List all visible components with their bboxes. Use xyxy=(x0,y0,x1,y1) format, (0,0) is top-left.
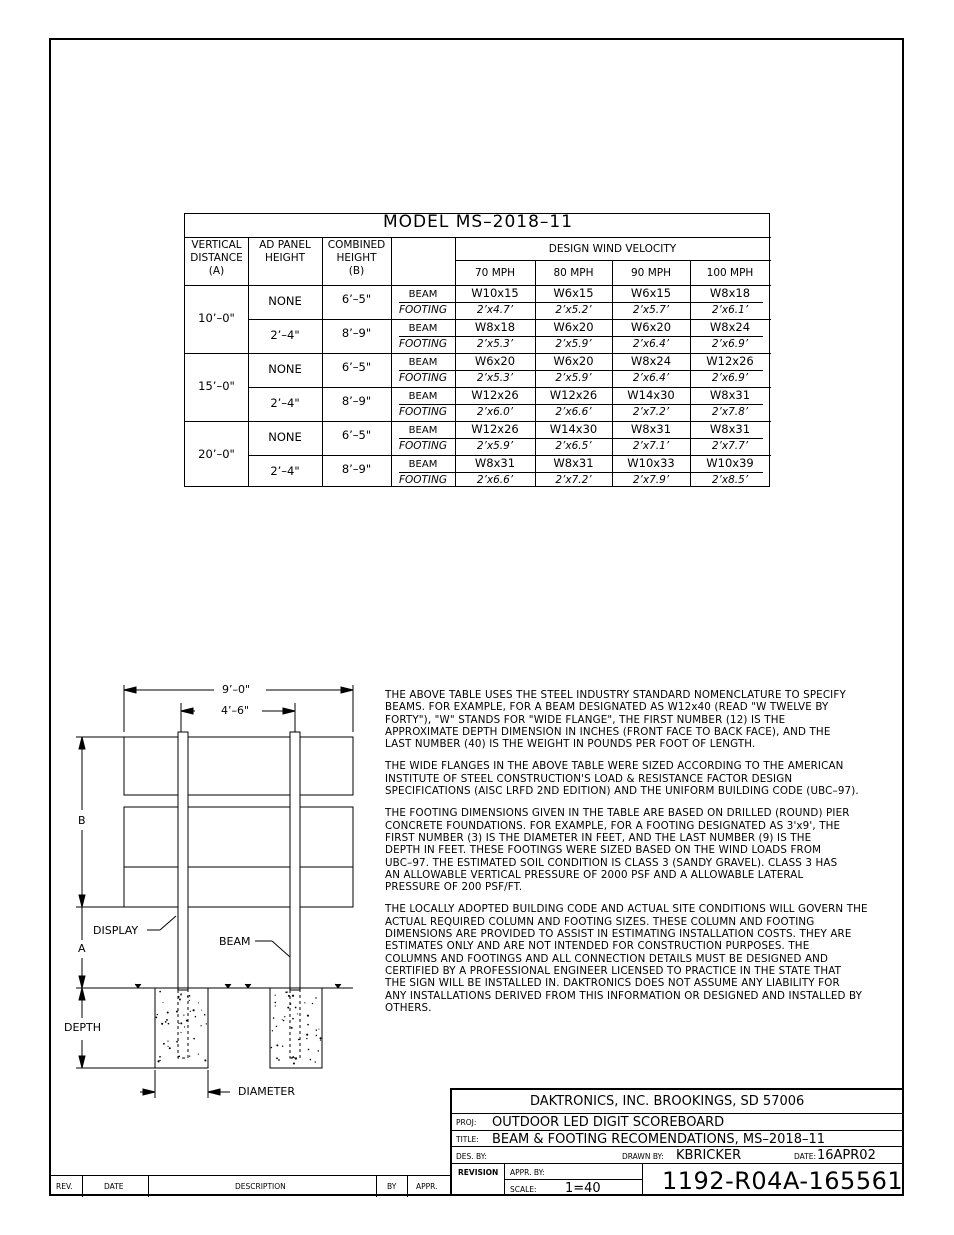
concrete-speckle xyxy=(166,1019,168,1021)
beam-size-cell: W8x24 xyxy=(709,320,751,334)
footing-size-cell: 2’x6.1’ xyxy=(711,304,749,316)
left-footing xyxy=(155,988,208,1068)
combined-height-cell: 8’–9" xyxy=(341,326,372,340)
revision-label: REVISION xyxy=(458,1168,499,1177)
header-design-wind: DESIGN WIND VELOCITY xyxy=(548,243,677,255)
concrete-speckle xyxy=(308,1049,310,1051)
concrete-speckle xyxy=(161,1023,163,1025)
concrete-speckle xyxy=(307,1015,309,1017)
beam-size-cell: W8x31 xyxy=(709,422,751,436)
display-panel xyxy=(124,737,353,795)
beam-size-cell: W8x31 xyxy=(630,422,672,436)
footing-size-cell: 2’x7.7’ xyxy=(711,440,749,452)
concrete-speckle xyxy=(275,1005,276,1006)
concrete-speckle xyxy=(193,1038,195,1040)
concrete-speckle xyxy=(189,1000,190,1001)
footing-size-cell: 2’x6.9’ xyxy=(711,372,749,384)
concrete-speckle xyxy=(157,1060,159,1062)
proj-label: PROJ: xyxy=(456,1118,477,1127)
concrete-speckle xyxy=(177,996,179,998)
footing-label-cell: FOOTING xyxy=(398,440,448,452)
footing-label-cell: FOOTING xyxy=(398,338,448,350)
concrete-speckle xyxy=(292,995,294,997)
concrete-speckle xyxy=(176,1011,178,1013)
header-vertical-distance: VERTICAL DISTANCE (A) xyxy=(190,239,243,277)
note-paragraph: THE ABOVE TABLE USES THE STEEL INDUSTRY STANDARD NOMENCLATURE TO SPECIFY BEAMS. FOR EXAMPLE, FOR A BEAM DESIGNATED AS W12x40 (READ "W TWELVE BY FORTY"), "W" STANDS FOR "WIDE FLANGE", THE FIRST NUMBER (12) IS THE APPROXIMATE DEPTH DIMENSION IN INCHES (FRONT FACE TO BACK FACE), AND THE LAST NUMBER (40) IS THE WEIGHT IN POUNDS PER FOOT OF LENGTH. xyxy=(385,689,846,751)
combined-height-cell: 6’–5" xyxy=(341,360,372,374)
beam-size-cell: W14x30 xyxy=(549,422,598,436)
beam-size-cell: W10x33 xyxy=(627,456,675,470)
concrete-speckle xyxy=(290,1003,292,1005)
ad-panel-cell: 2’–4" xyxy=(270,328,300,342)
footing-size-cell: 2’x6.6’ xyxy=(476,474,514,486)
beam-size-cell: W6x15 xyxy=(553,286,594,300)
drawn-by: KBRICKER xyxy=(676,1148,742,1163)
beam-size-cell: W6x20 xyxy=(553,354,594,368)
ad-panel-cell: 2’–4" xyxy=(270,396,300,410)
concrete-speckle xyxy=(295,1007,297,1009)
concrete-speckle xyxy=(297,1013,298,1014)
by-header: BY xyxy=(387,1182,397,1191)
footing-size-cell: 2’x5.9’ xyxy=(476,440,514,452)
concrete-speckle xyxy=(298,1039,299,1040)
concrete-speckle xyxy=(180,1032,181,1033)
concrete-speckle xyxy=(195,1016,196,1017)
concrete-speckle xyxy=(162,1002,163,1003)
appr-by-label: APPR. BY: xyxy=(510,1168,545,1177)
concrete-speckle xyxy=(278,1059,280,1061)
beam-size-cell: W6x20 xyxy=(630,320,672,334)
concrete-speckle xyxy=(275,995,276,996)
concrete-speckle xyxy=(204,1059,206,1061)
footing-size-cell: 2’x5.9’ xyxy=(555,338,592,350)
footing-label-cell: FOOTING xyxy=(398,474,448,486)
concrete-speckle xyxy=(273,1017,275,1019)
scale-label: SCALE: xyxy=(510,1185,537,1194)
beam-label-cell: BEAM xyxy=(408,425,438,436)
beam-label-cell: BEAM xyxy=(408,357,438,368)
footing-size-cell: 2’x5.2’ xyxy=(555,304,592,316)
concrete-speckle xyxy=(312,1003,313,1004)
footing-size-cell: 2’x6.4’ xyxy=(632,338,670,350)
concrete-speckle xyxy=(163,1043,165,1045)
concrete-speckle xyxy=(159,1060,160,1061)
header-ad-panel: AD PANEL HEIGHT xyxy=(259,239,311,264)
concrete-speckle xyxy=(306,1038,307,1039)
display-label: DISPLAY xyxy=(93,924,139,937)
header-speed: 70 MPH xyxy=(475,267,515,279)
footing-size-cell: 2’x5.3’ xyxy=(476,372,514,384)
concrete-speckle xyxy=(169,1047,171,1049)
concrete-speckle xyxy=(178,1023,179,1024)
beam-size-cell: W8x31 xyxy=(553,456,594,470)
concrete-speckle xyxy=(272,1030,273,1031)
concrete-speckle xyxy=(306,1034,308,1036)
concrete-speckle xyxy=(291,1057,293,1059)
beam-size-cell: W8x31 xyxy=(474,456,516,470)
drawn-by-label: DRAWN BY: xyxy=(622,1152,664,1161)
concrete-speckle xyxy=(176,1041,178,1043)
footing-size-cell: 2’x7.8’ xyxy=(711,406,749,418)
concrete-speckle xyxy=(180,1022,182,1024)
description-header: DESCRIPTION xyxy=(235,1182,286,1191)
combined-height-cell: 8’–9" xyxy=(341,462,372,476)
footing-size-cell: 2’x6.0’ xyxy=(476,406,514,418)
concrete-speckle xyxy=(315,997,316,998)
footing-label-cell: FOOTING xyxy=(398,304,448,316)
beam-size-cell: W6x15 xyxy=(630,286,672,300)
footing-size-cell: 2’x7.2’ xyxy=(632,406,670,418)
footing-size-cell: 2’x6.6’ xyxy=(555,406,592,418)
concrete-speckle xyxy=(187,996,188,997)
concrete-speckle xyxy=(276,1026,277,1027)
concrete-speckle xyxy=(318,1050,319,1051)
concrete-speckle xyxy=(307,1024,309,1026)
beam-size-cell: W8x18 xyxy=(709,286,751,300)
concrete-speckle xyxy=(206,1023,207,1024)
footing-size-cell: 2’x5.3’ xyxy=(476,338,514,350)
concrete-speckle xyxy=(157,1014,158,1015)
notes xyxy=(385,689,905,1024)
concrete-speckle xyxy=(304,1002,305,1003)
header-combined-height: COMBINED HEIGHT (B) xyxy=(327,239,386,277)
concrete-speckle xyxy=(156,1016,158,1018)
concrete-speckle xyxy=(159,1056,161,1058)
a-label: A xyxy=(78,942,86,955)
footing-size-cell: 2’x6.9’ xyxy=(711,338,749,350)
note-paragraph: THE FOOTING DIMENSIONS GIVEN IN THE TABLE ARE BASED ON DRILLED (ROUND) PIER CONCRETE FOUNDATIONS. FOR EXAMPLE, FOR A FOOTING DESIGNATED AS 3'x9', THE FIRST NUMBER (3) IS THE DIAMETER IN FEET, AND THE LAST NUMBER (9) IS THE DEPTH IN FEET. THESE FOOTINGS WERE SIZED BASED ON THE WIND LOADS FROM UBC–97. THE ESTIMATED SOIL CONDITION IS CLASS 3 (SANDY GRAVEL). CLASS 3 HAS AN ALLOWABLE VERTICAL PRESSURE OF 2000 PSF AND A ALLOWABLE LATERAL PRESSURE OF 200 PSF/FT. xyxy=(385,807,850,894)
concrete-speckle xyxy=(320,1039,321,1040)
beam-label-cell: BEAM xyxy=(408,391,438,402)
concrete-speckle xyxy=(292,1018,294,1020)
concrete-speckle xyxy=(291,1027,293,1029)
concrete-speckle xyxy=(189,995,191,997)
concrete-speckle xyxy=(283,1020,285,1022)
concrete-speckle xyxy=(276,1044,278,1046)
beam-size-cell: W6x20 xyxy=(553,320,594,334)
ad-panel-cell: 2’–4" xyxy=(270,464,300,478)
concrete-speckle xyxy=(287,992,288,993)
concrete-speckle xyxy=(287,1007,289,1009)
concrete-speckle xyxy=(282,1046,283,1047)
concrete-speckle xyxy=(168,1023,170,1025)
concrete-speckle xyxy=(310,1059,312,1061)
concrete-speckle xyxy=(274,1002,276,1004)
concrete-speckle xyxy=(316,1029,318,1031)
rev-header: REV. xyxy=(56,1182,73,1191)
footing-size-cell: 2’x5.9’ xyxy=(555,372,592,384)
concrete-speckle xyxy=(284,1016,285,1017)
beam-size-cell: W6x20 xyxy=(474,354,516,368)
concrete-speckle xyxy=(318,1029,319,1030)
beam-size-cell: W12x26 xyxy=(706,354,754,368)
right-footing xyxy=(270,988,322,1068)
des-by-label: DES. BY: xyxy=(456,1152,487,1161)
beam-label-cell: BEAM xyxy=(408,459,438,470)
combined-height-cell: 6’–5" xyxy=(341,428,372,442)
footing-size-cell: 2’x7.2’ xyxy=(555,474,592,486)
beam-size-cell: W8x31 xyxy=(709,388,751,402)
title-label: TITLE: xyxy=(456,1135,479,1144)
concrete-speckle xyxy=(295,1058,297,1060)
concrete-speckle xyxy=(271,1047,273,1049)
date: 16APR02 xyxy=(817,1148,876,1163)
footing-size-cell: 2’x6.4’ xyxy=(632,372,670,384)
concrete-speckle xyxy=(167,1040,168,1041)
beam-size-cell: W12x26 xyxy=(471,388,519,402)
beam-size-cell: W8x18 xyxy=(474,320,516,334)
beam-size-cell: W12x26 xyxy=(549,388,598,402)
date-header: DATE xyxy=(104,1182,124,1191)
ad-panel-cell: NONE xyxy=(268,430,302,444)
beam-size-cell: W8x24 xyxy=(630,354,672,368)
concrete-speckle xyxy=(288,995,290,997)
footing-size-cell: 2’x5.7’ xyxy=(632,304,670,316)
note-paragraph: THE WIDE FLANGES IN THE ABOVE TABLE WERE SIZED ACCORDING TO THE AMERICAN INSTITUTE OF STEEL CONSTRUCTION'S LOAD & RESISTANCE FACTOR DESIGN SPECIFICATIONS (AISC LRFD 2ND EDITION) AND THE UNIFORM BUILDING CODE (UBC–97). xyxy=(385,760,859,798)
concrete-speckle xyxy=(319,1037,321,1039)
ad-panel-cell: NONE xyxy=(268,294,302,308)
concrete-speckle xyxy=(165,1021,167,1023)
concrete-speckle xyxy=(179,999,181,1001)
combined-height-cell: 6’–5" xyxy=(341,292,372,306)
beam-label-cell: BEAM xyxy=(408,289,438,300)
concrete-speckle xyxy=(178,1055,180,1057)
footing-size-cell: 2’x7.9’ xyxy=(632,474,670,486)
diameter-label: DIAMETER xyxy=(238,1085,295,1098)
scale: 1=40 xyxy=(565,1181,601,1196)
concrete-speckle xyxy=(190,1011,191,1012)
concrete-speckle xyxy=(180,994,181,995)
footing-size-cell: 2’x4.7’ xyxy=(476,304,514,316)
project-name: OUTDOOR LED DIGIT SCOREBOARD xyxy=(492,1115,725,1130)
beam-size-cell: W14x30 xyxy=(627,388,675,402)
depth-label: DEPTH xyxy=(64,1021,102,1034)
combined-height-cell: 8’–9" xyxy=(341,394,372,408)
footing-label-cell: FOOTING xyxy=(398,406,448,418)
concrete-speckle xyxy=(167,1046,168,1047)
concrete-speckle xyxy=(186,1020,188,1022)
beam-label-cell: BEAM xyxy=(408,323,438,334)
concrete-speckle xyxy=(189,1055,190,1056)
concrete-speckle xyxy=(276,1057,278,1059)
concrete-speckle xyxy=(167,1012,169,1014)
vertical-distance-cell: 15’–0" xyxy=(198,379,235,393)
concrete-speckle xyxy=(183,1015,184,1016)
right-beam xyxy=(290,732,300,990)
spacing-label: 4’–6" xyxy=(221,704,250,717)
drawing-title: BEAM & FOOTING RECOMENDATIONS, MS–2018–11 xyxy=(492,1132,826,1147)
beam-label: BEAM xyxy=(219,935,251,948)
date-label: DATE: xyxy=(794,1152,817,1161)
concrete-speckle xyxy=(198,1053,199,1054)
beam-size-cell: W12x26 xyxy=(471,422,519,436)
appr-header: APPR. xyxy=(416,1182,438,1191)
concrete-speckle xyxy=(201,1010,202,1011)
company-name: DAKTRONICS, INC. BROOKINGS, SD 57006 xyxy=(530,1094,805,1109)
header-speed: 80 MPH xyxy=(553,267,594,279)
concrete-speckle xyxy=(198,1002,199,1003)
revision-block xyxy=(49,1175,450,1196)
concrete-speckle xyxy=(285,991,287,993)
footing-size-cell: 2’x7.1’ xyxy=(632,440,670,452)
concrete-speckle xyxy=(204,1014,206,1016)
width-label: 9’–0" xyxy=(222,683,251,696)
concrete-speckle xyxy=(282,1019,283,1020)
table-title: MODEL MS–2018–11 xyxy=(382,212,574,232)
concrete-speckle xyxy=(200,1025,201,1026)
title-block xyxy=(450,1088,904,1196)
note-paragraph: THE LOCALLY ADOPTED BUILDING CODE AND ACTUAL SITE CONDITIONS WILL GOVERN THE ACTUAL REQUIRED COLUMN AND FOOTING SIZES. THESE COLUMN AND FOOTING DIMENSIONS ARE PROVIDED TO ASSIST IN ESTIMATING INSTALLATION COSTS. THEY ARE ESTIMATES ONLY AND ARE NOT INTENDED FOR CONSTRUCTION PURPOSES. THE COLUMNS AND FOOTINGS AND ALL CONNECTION DETAILS MUST BE DESIGNED AND CERTIFIED BY A PROFESSIONAL ENGINEER LICENSED TO PRACTICE IN THE STATE THAT THE SIGN WILL BE INSTALLED IN. DAKTRONICS DOES NOT ASSUME ANY LIABILITY FOR ANY INSTALLATIONS DERIVED FROM THIS INFORMATION OR DESIGNED AND INSTALLED BY OTHERS. xyxy=(385,903,868,1014)
footing-label-cell: FOOTING xyxy=(398,372,448,384)
beam-size-cell: W10x15 xyxy=(471,286,519,300)
drawing-number: 1192-R04A-165561 xyxy=(662,1167,904,1195)
vertical-distance-cell: 20’–0" xyxy=(198,447,235,461)
ad-panel-cell: NONE xyxy=(268,362,302,376)
header-speed: 100 MPH xyxy=(706,267,754,279)
left-beam xyxy=(178,732,188,990)
beam-size-cell: W10x39 xyxy=(706,456,754,470)
header-speed: 90 MPH xyxy=(631,267,671,279)
concrete-speckle xyxy=(184,1026,185,1027)
footing-size-cell: 2’x6.5’ xyxy=(555,440,592,452)
concrete-speckle xyxy=(193,1009,195,1011)
concrete-speckle xyxy=(293,1062,295,1064)
b-label: B xyxy=(78,814,86,827)
concrete-speckle xyxy=(316,1035,317,1036)
footing-size-cell: 2’x8.5’ xyxy=(711,474,749,486)
concrete-speckle xyxy=(315,1061,316,1062)
vertical-distance-cell: 10’–0" xyxy=(198,311,235,325)
concrete-speckle xyxy=(159,991,161,993)
